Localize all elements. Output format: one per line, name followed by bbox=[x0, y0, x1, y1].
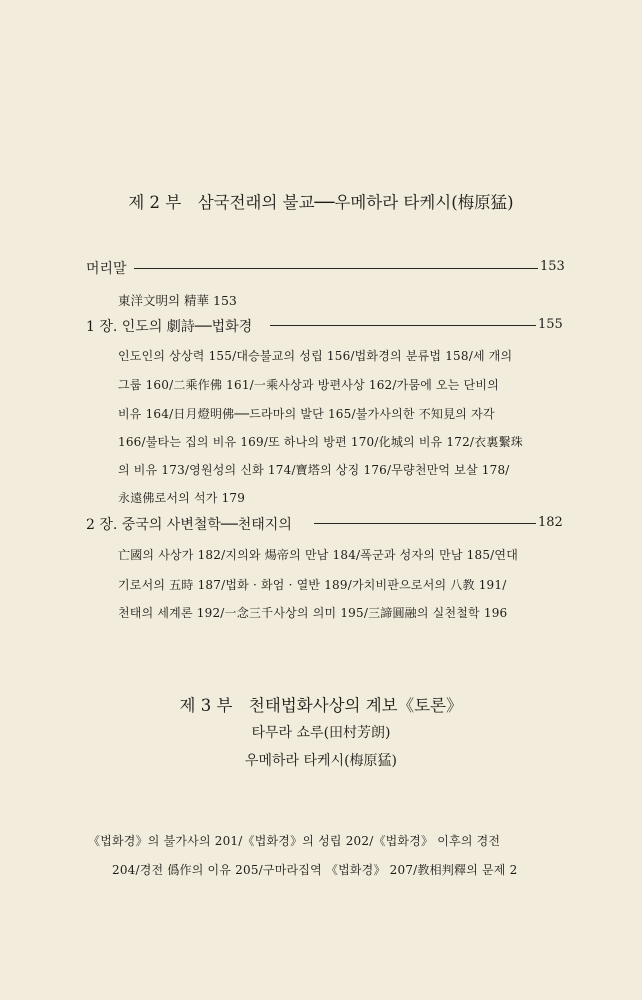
chapter1-page: 155 bbox=[538, 317, 563, 332]
chapter2-line: 亡國의 사상가 182/지의와 煬帝의 만남 184/폭군과 성자의 만남 185/연대 bbox=[118, 548, 518, 562]
part3-line: 204/경전 僞作의 이유 205/구마라집역 《법화경》 207/教相判釋의 문제 2 bbox=[112, 863, 518, 877]
part3-title: 제 3 부 천태법화사상의 계보《토론》 bbox=[179, 696, 463, 715]
part2-title: 제 2 부 삼국전래의 불교──우메하라 타케시(梅原猛) bbox=[128, 193, 514, 212]
chapter2-leader bbox=[314, 523, 536, 524]
part3-author-1: 타무라 쇼루(田村芳朗) bbox=[251, 725, 391, 741]
chapter1-line: 그룹 160/二乘作佛 161/一乘사상과 방편사상 162/가뭄에 오는 단비의 bbox=[118, 378, 499, 392]
chapter2-line: 기로서의 五時 187/법화 · 화엄 · 열반 189/가치비판으로서의 八教 191/ bbox=[118, 578, 507, 592]
chapter1-line: 永遠佛로서의 석가 179 bbox=[118, 491, 246, 505]
preface-subentry: 東洋文明의 精華 153 bbox=[118, 293, 237, 308]
chapter1-line: 비유 164/日月燈明佛──드라마의 발단 165/불가사의한 不知見의 자각 bbox=[118, 407, 495, 421]
chapter2-label: 2 장. 중국의 사변철학──천태지의 bbox=[86, 517, 292, 533]
chapter1-line: 166/불타는 집의 비유 169/또 하나의 방편 170/化城의 비유 172/衣裏繫珠 bbox=[118, 435, 523, 449]
chapter2-line: 천태의 세계론 192/一念三千사상의 의미 195/三諦圓融의 실천철학 196 bbox=[118, 606, 508, 620]
chapter1-label: 1 장. 인도의 劇詩──법화경 bbox=[86, 319, 253, 335]
chapter1-leader bbox=[270, 325, 536, 326]
preface-leader bbox=[134, 268, 538, 269]
chapter2-page: 182 bbox=[538, 515, 563, 530]
preface-label: 머리말 bbox=[86, 261, 127, 277]
preface-page: 153 bbox=[540, 259, 565, 274]
chapter1-line: 의 비유 173/영원성의 신화 174/寶塔의 상징 176/무량천만억 보살 178/ bbox=[118, 463, 510, 477]
chapter1-line: 인도인의 상상력 155/대승불교의 성립 156/법화경의 분류법 158/세 개의 bbox=[118, 349, 513, 363]
part3-author-2: 우메하라 타케시(梅原猛) bbox=[244, 753, 398, 769]
part3-line: 《법화경》의 불가사의 201/《법화경》의 성립 202/《법화경》 이후의 경전 bbox=[88, 834, 501, 848]
